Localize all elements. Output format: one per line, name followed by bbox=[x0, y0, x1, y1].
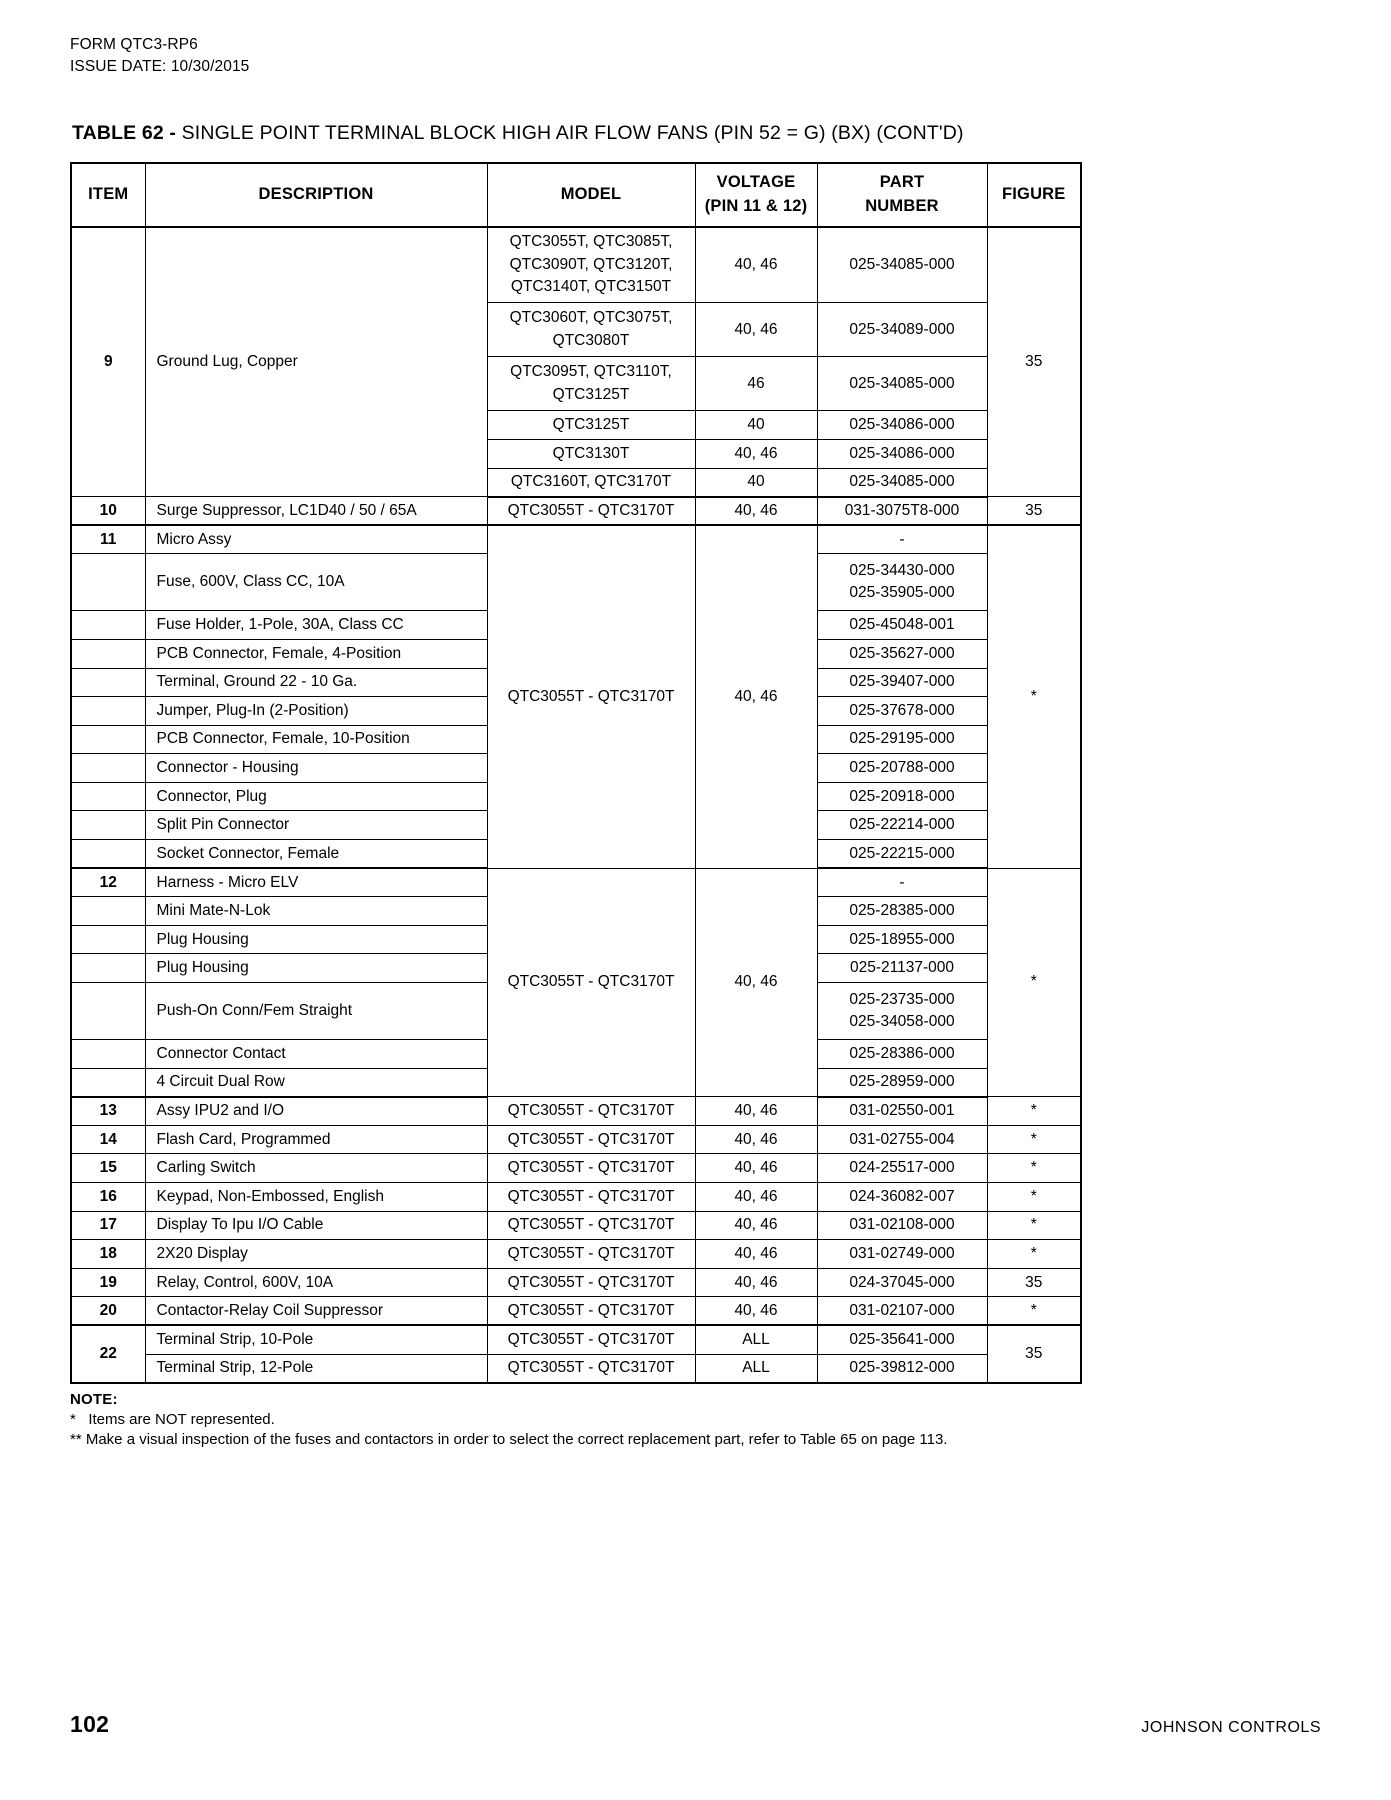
cell-description: Micro Assy bbox=[145, 525, 487, 554]
cell-description: Display To Ipu I/O Cable bbox=[145, 1211, 487, 1240]
cell-description: PCB Connector, Female, 4-Position bbox=[145, 639, 487, 668]
cell-description: 4 Circuit Dual Row bbox=[145, 1068, 487, 1097]
cell-part-number: 025-18955-000 bbox=[817, 925, 987, 954]
cell-item-spacer bbox=[71, 983, 145, 1040]
cell-part-number: 025-21137-000 bbox=[817, 954, 987, 983]
cell-item: 18 bbox=[71, 1240, 145, 1269]
cell-item-spacer bbox=[71, 1068, 145, 1097]
cell-description: Split Pin Connector bbox=[145, 811, 487, 840]
column-header-voltage-line1: VOLTAGE bbox=[716, 173, 796, 191]
cell-voltage: 40, 46 bbox=[695, 1268, 817, 1297]
cell-item: 17 bbox=[71, 1211, 145, 1240]
cell-figure: 35 bbox=[987, 227, 1081, 497]
cell-model: QTC3130T bbox=[487, 439, 695, 468]
cell-description: Ground Lug, Copper bbox=[145, 227, 487, 497]
cell-model: QTC3055T - QTC3170T bbox=[487, 1183, 695, 1212]
cell-item: 11 bbox=[71, 525, 145, 554]
cell-model: QTC3055T - QTC3170T bbox=[487, 1125, 695, 1154]
cell-part-number: 025-34085-000 bbox=[817, 357, 987, 411]
cell-description: Connector, Plug bbox=[145, 782, 487, 811]
model-line: QTC3080T bbox=[552, 331, 630, 349]
cell-voltage: 40, 46 bbox=[695, 497, 817, 526]
cell-voltage: 40, 46 bbox=[695, 1297, 817, 1326]
cell-item-spacer bbox=[71, 954, 145, 983]
cell-voltage: ALL bbox=[695, 1325, 817, 1354]
cell-description: Fuse, 600V, Class CC, 10A bbox=[145, 554, 487, 611]
cell-item-spacer bbox=[71, 639, 145, 668]
cell-part-number: 025-22214-000 bbox=[817, 811, 987, 840]
part-number-line: 025-34058-000 bbox=[849, 1013, 955, 1031]
table-title-label: TABLE 62 - bbox=[72, 122, 177, 144]
cell-item-spacer bbox=[71, 697, 145, 726]
column-header-part-line1: PART bbox=[879, 173, 925, 191]
table-row bbox=[71, 1268, 1081, 1297]
cell-part-number bbox=[817, 983, 987, 1040]
cell-model bbox=[487, 227, 695, 303]
cell-part-number: 024-25517-000 bbox=[817, 1154, 987, 1183]
notes-title: NOTE: bbox=[70, 1390, 118, 1408]
part-number-line: 025-35905-000 bbox=[849, 584, 955, 602]
cell-model: QTC3055T - QTC3170T bbox=[487, 1211, 695, 1240]
cell-model: QTC3055T - QTC3170T bbox=[487, 525, 695, 868]
cell-item-spacer bbox=[71, 840, 145, 869]
table-row bbox=[71, 1183, 1081, 1212]
note-line-1: * Items are NOT represented. bbox=[70, 1410, 275, 1428]
table-row bbox=[71, 1125, 1081, 1154]
cell-description: Push-On Conn/Fem Straight bbox=[145, 983, 487, 1040]
cell-model: QTC3055T - QTC3170T bbox=[487, 1268, 695, 1297]
cell-figure: 35 bbox=[987, 497, 1081, 526]
cell-part-number: 025-34086-000 bbox=[817, 439, 987, 468]
cell-figure: * bbox=[987, 1240, 1081, 1269]
cell-figure: * bbox=[987, 525, 1081, 868]
cell-voltage: 40 bbox=[695, 411, 817, 440]
cell-voltage: 40, 46 bbox=[695, 1125, 817, 1154]
cell-description: 2X20 Display bbox=[145, 1240, 487, 1269]
cell-figure: * bbox=[987, 1154, 1081, 1183]
cell-description: Terminal Strip, 10-Pole bbox=[145, 1325, 487, 1354]
cell-part-number: 031-02749-000 bbox=[817, 1240, 987, 1269]
table-header-row bbox=[71, 163, 1081, 227]
cell-part-number: 025-20788-000 bbox=[817, 754, 987, 783]
cell-description: Terminal Strip, 12-Pole bbox=[145, 1354, 487, 1383]
cell-description: Connector Contact bbox=[145, 1040, 487, 1069]
table-row bbox=[71, 1297, 1081, 1326]
cell-item-spacer bbox=[71, 925, 145, 954]
cell-voltage: 40, 46 bbox=[695, 1097, 817, 1126]
cell-part-number: 025-39812-000 bbox=[817, 1354, 987, 1383]
column-header-model: MODEL bbox=[487, 163, 695, 227]
table-row bbox=[71, 1211, 1081, 1240]
cell-item-spacer bbox=[71, 1040, 145, 1069]
cell-part-number: 025-39407-000 bbox=[817, 668, 987, 697]
cell-description: PCB Connector, Female, 10-Position bbox=[145, 725, 487, 754]
part-number-line: 025-34430-000 bbox=[849, 561, 955, 579]
column-header-voltage-line2: (PIN 11 & 12) bbox=[704, 196, 808, 215]
cell-description: Flash Card, Programmed bbox=[145, 1125, 487, 1154]
column-header-voltage bbox=[695, 163, 817, 227]
cell-description: Socket Connector, Female bbox=[145, 840, 487, 869]
cell-part-number: 031-02755-004 bbox=[817, 1125, 987, 1154]
cell-part-number: 025-28385-000 bbox=[817, 897, 987, 926]
cell-model bbox=[487, 303, 695, 357]
cell-item-spacer bbox=[71, 668, 145, 697]
cell-model: QTC3055T - QTC3170T bbox=[487, 497, 695, 526]
part-number-line: 025-23735-000 bbox=[849, 990, 955, 1008]
table-row bbox=[71, 497, 1081, 526]
document-header bbox=[70, 34, 1321, 78]
cell-voltage: 40 bbox=[695, 468, 817, 497]
cell-model: QTC3125T bbox=[487, 411, 695, 440]
cell-model: QTC3160T, QTC3170T bbox=[487, 468, 695, 497]
cell-description: Jumper, Plug-In (2-Position) bbox=[145, 697, 487, 726]
cell-item: 19 bbox=[71, 1268, 145, 1297]
cell-item: 22 bbox=[71, 1325, 145, 1382]
table-row bbox=[71, 1354, 1081, 1383]
cell-part-number: 031-02107-000 bbox=[817, 1297, 987, 1326]
cell-figure: * bbox=[987, 1211, 1081, 1240]
cell-part-number: 024-37045-000 bbox=[817, 1268, 987, 1297]
cell-item-spacer bbox=[71, 811, 145, 840]
cell-part-number: - bbox=[817, 868, 987, 897]
cell-item: 13 bbox=[71, 1097, 145, 1126]
model-line: QTC3140T, QTC3150T bbox=[510, 278, 672, 296]
cell-item-spacer bbox=[71, 897, 145, 926]
table-row bbox=[71, 1097, 1081, 1126]
table-row bbox=[71, 227, 1081, 303]
cell-voltage: 40, 46 bbox=[695, 303, 817, 357]
cell-voltage: 40, 46 bbox=[695, 1183, 817, 1212]
cell-model: QTC3055T - QTC3170T bbox=[487, 1097, 695, 1126]
cell-model: QTC3055T - QTC3170T bbox=[487, 1240, 695, 1269]
cell-description: Connector - Housing bbox=[145, 754, 487, 783]
model-line: QTC3060T, QTC3075T, bbox=[509, 309, 673, 327]
cell-part-number: 025-34086-000 bbox=[817, 411, 987, 440]
cell-item: 14 bbox=[71, 1125, 145, 1154]
cell-part-number: 025-20918-000 bbox=[817, 782, 987, 811]
cell-model: QTC3055T - QTC3170T bbox=[487, 1154, 695, 1183]
cell-description: Keypad, Non-Embossed, English bbox=[145, 1183, 487, 1212]
cell-part-number: 025-29195-000 bbox=[817, 725, 987, 754]
cell-part-number: 025-28386-000 bbox=[817, 1040, 987, 1069]
column-header-part-line2: NUMBER bbox=[865, 196, 939, 215]
cell-model: QTC3055T - QTC3170T bbox=[487, 1297, 695, 1326]
cell-description: Plug Housing bbox=[145, 925, 487, 954]
cell-item-spacer bbox=[71, 554, 145, 611]
table-row bbox=[71, 868, 1081, 897]
cell-model: QTC3055T - QTC3170T bbox=[487, 1354, 695, 1383]
company-name: JOHNSON CONTROLS bbox=[1141, 1719, 1321, 1736]
parts-table bbox=[70, 162, 1082, 1384]
cell-description: Surge Suppressor, LC1D40 / 50 / 65A bbox=[145, 497, 487, 526]
cell-part-number: 025-34085-000 bbox=[817, 468, 987, 497]
cell-part-number: 024-36082-007 bbox=[817, 1183, 987, 1212]
cell-figure: * bbox=[987, 1125, 1081, 1154]
cell-part-number: 025-37678-000 bbox=[817, 697, 987, 726]
cell-part-number: 025-34089-000 bbox=[817, 303, 987, 357]
table-title bbox=[72, 122, 1321, 145]
column-header-part-number bbox=[817, 163, 987, 227]
cell-description: Terminal, Ground 22 - 10 Ga. bbox=[145, 668, 487, 697]
cell-voltage: 40, 46 bbox=[695, 868, 817, 1097]
cell-part-number: 025-35627-000 bbox=[817, 639, 987, 668]
cell-item: 10 bbox=[71, 497, 145, 526]
page-number: 102 bbox=[70, 1711, 110, 1737]
page-footer bbox=[70, 1711, 1321, 1738]
cell-part-number: 025-28959-000 bbox=[817, 1068, 987, 1097]
form-number: FORM QTC3-RP6 bbox=[70, 36, 198, 53]
cell-description: Mini Mate-N-Lok bbox=[145, 897, 487, 926]
cell-voltage: ALL bbox=[695, 1354, 817, 1383]
cell-description: Harness - Micro ELV bbox=[145, 868, 487, 897]
cell-description: Plug Housing bbox=[145, 954, 487, 983]
cell-model: QTC3055T - QTC3170T bbox=[487, 868, 695, 1097]
cell-item-spacer bbox=[71, 725, 145, 754]
cell-description: Relay, Control, 600V, 10A bbox=[145, 1268, 487, 1297]
cell-item: 16 bbox=[71, 1183, 145, 1212]
cell-figure: * bbox=[987, 868, 1081, 1097]
cell-voltage: 40, 46 bbox=[695, 1154, 817, 1183]
cell-description: Assy IPU2 and I/O bbox=[145, 1097, 487, 1126]
notes-block bbox=[70, 1390, 1321, 1451]
cell-item-spacer bbox=[71, 754, 145, 783]
note-line-2: ** Make a visual inspection of the fuses and contactors in order to select the correct replacement part, refer to Table 65 on page 113. bbox=[70, 1431, 948, 1449]
cell-voltage: 40, 46 bbox=[695, 1211, 817, 1240]
cell-voltage: 46 bbox=[695, 357, 817, 411]
cell-item-spacer bbox=[71, 782, 145, 811]
model-line: QTC3095T, QTC3110T, bbox=[510, 363, 672, 381]
cell-part-number: - bbox=[817, 525, 987, 554]
cell-figure: * bbox=[987, 1097, 1081, 1126]
cell-figure: 35 bbox=[987, 1325, 1081, 1382]
table-title-text: SINGLE POINT TERMINAL BLOCK HIGH AIR FLOW FANS (PIN 52 = G) (BX) (CONT'D) bbox=[176, 122, 964, 144]
cell-part-number: 025-34085-000 bbox=[817, 227, 987, 303]
cell-part-number: 025-45048-001 bbox=[817, 611, 987, 640]
cell-model: QTC3055T - QTC3170T bbox=[487, 1325, 695, 1354]
table-row bbox=[71, 1154, 1081, 1183]
cell-part-number: 031-02550-001 bbox=[817, 1097, 987, 1126]
cell-part-number: 031-3075T8-000 bbox=[817, 497, 987, 526]
cell-part-number bbox=[817, 554, 987, 611]
cell-figure: * bbox=[987, 1183, 1081, 1212]
model-line: QTC3055T, QTC3085T, bbox=[509, 233, 673, 251]
cell-description: Contactor-Relay Coil Suppressor bbox=[145, 1297, 487, 1326]
issue-date: ISSUE DATE: 10/30/2015 bbox=[70, 58, 250, 75]
cell-item: 12 bbox=[71, 868, 145, 897]
cell-voltage: 40, 46 bbox=[695, 439, 817, 468]
cell-figure: * bbox=[987, 1297, 1081, 1326]
cell-figure: 35 bbox=[987, 1268, 1081, 1297]
model-line: QTC3125T bbox=[552, 385, 630, 403]
model-line: QTC3090T, QTC3120T, bbox=[509, 255, 673, 273]
cell-voltage: 40, 46 bbox=[695, 525, 817, 868]
table-row bbox=[71, 1240, 1081, 1269]
table-row bbox=[71, 1325, 1081, 1354]
column-header-figure: FIGURE bbox=[987, 163, 1081, 227]
cell-item: 20 bbox=[71, 1297, 145, 1326]
column-header-item: ITEM bbox=[71, 163, 145, 227]
column-header-description: DESCRIPTION bbox=[145, 163, 487, 227]
cell-part-number: 031-02108-000 bbox=[817, 1211, 987, 1240]
cell-item-spacer bbox=[71, 611, 145, 640]
cell-part-number: 025-22215-000 bbox=[817, 840, 987, 869]
cell-voltage: 40, 46 bbox=[695, 227, 817, 303]
cell-item: 15 bbox=[71, 1154, 145, 1183]
cell-item: 9 bbox=[71, 227, 145, 497]
table-row bbox=[71, 525, 1081, 554]
cell-voltage: 40, 46 bbox=[695, 1240, 817, 1269]
cell-part-number: 025-35641-000 bbox=[817, 1325, 987, 1354]
cell-model bbox=[487, 357, 695, 411]
cell-description: Fuse Holder, 1-Pole, 30A, Class CC bbox=[145, 611, 487, 640]
cell-description: Carling Switch bbox=[145, 1154, 487, 1183]
